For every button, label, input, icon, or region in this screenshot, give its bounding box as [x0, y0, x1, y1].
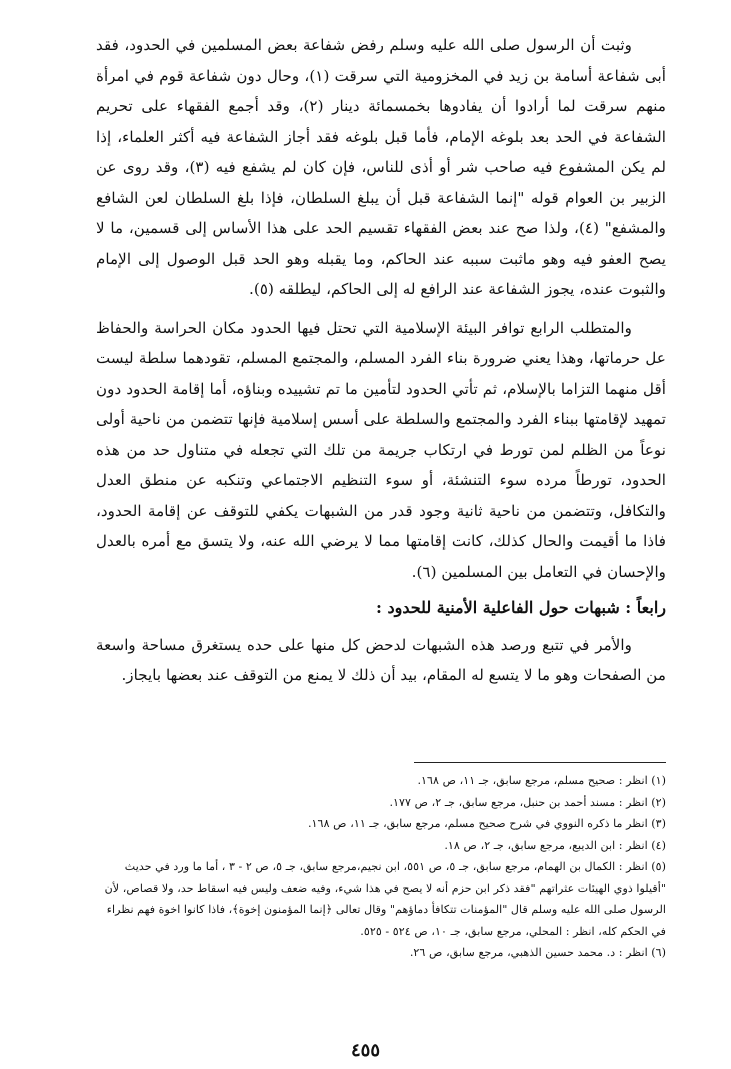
- page-number: ٤٥٥: [350, 1040, 380, 1061]
- paragraph-fourth-requirement: والمتطلب الرابع توافر البيئة الإسلامية التي تحتل فيها الحدود مكان الحراسة والحفاظ عل حرماتها، وهذا يعني ضرورة بناء الفرد المسلم، والمجتمع المسلم، تقودهما سلطة ليست أقل منهما التزاما بالإسلام، ثم تأتي الحدود لتأمين ما تم تشييده وبناؤه، أما إقامة الحدود دون تمهيد لإقامتها ببناء الفرد والمجتمع والسلطة على أسس إسلامية فإنها تتضمن من ناحية أولى نوعاً من الظلم لمن تورط في ارتكاب جريمة من تلك التي تجعله في متناول حد من هذه الحدود، تورطاً مرده سوء التنشئة، أو سوء التنظيم الاجتماعي وتنكبه عن منطق العدل والتكافل، وتتضمن من ناحية ثانية وجود قدر من الشبهات يكفي للتوقف عن إقامة الحدود، فاذا ما أقيمت والحال كذلك، كانت إقامتها مما لا يرضي الله عنه، ولا يتسق مع أمره بالعدل والإحسان في التعامل بين المسلمين (٦).: [96, 318, 666, 581]
- footnote-divider: [414, 762, 666, 763]
- main-text: [96, 30, 666, 691]
- footnote-5: (٥) انظر : الكمال بن الهمام، مرجع سابق، جـ ٥، ص ٥٥١، ابن نجيم،مرجع سابق، جـ ٥، ص ٢ - ٣ ، أما ما ورد في حديث "أقيلوا ذوي الهيئات عثراتهم "فقد ذكر ابن حزم أنه لا يصح في هذا شيء، وفيه ضعف وليس فيه اسقاط حد، ولا قصاص، لأن الرسول صلى الله عليه وسلم قال "المؤمنات تتكافأ دماؤهم" وقال تعالى ﴿إنما المؤمنون إخوة﴾، فاذا كانوا اخوة فهم نظراء في الحكم كله، انظر : المحلي، مرجع سابق، جـ ١٠، ص ٥٢٤ - ٥٢٥.: [104, 860, 666, 938]
- footnote-1: (١) انظر : صحيح مسلم، مرجع سابق، جـ ١١، ص ١٦٨.: [417, 774, 666, 787]
- paragraph-intercession: وثبت أن الرسول صلى الله عليه وسلم رفض شفاعة بعض المسلمين في الحدود، فقد أبى شفاعة أسامة بن زيد في المخزومية التي سرقت (١)، وحال دون شفاعة قوم في امرأة منهم سرقت لما أرادوا أن يفادوها بخمسمائة دينار (٢)، وقد أجمع الفقهاء على تحريم الشفاعة في الحد بعد بلوغه الإمام، فأما قبل بلوغه فقد أجاز الشفاعة فيه أكثر العلماء، إذا لم يكن المشفوع فيه صاحب شر أو أذى للناس، فإن كان لم يشفع فيه (٣)، وقد روى عن الزبير بن العوام قوله "إنما الشفاعة قبل أن يبلغ السلطان، فإذا بلغ السلطان لعن الشافع والمشفع" (٤)، ولذا صح عند بعض الفقهاء تقسيم الحد على هذا الأساس إلى قسمين، ما لا يصح العفو فيه وهو ماثبت سببه عند الحاكم، وما يقبله وهو الحد قبل الوصول إلى الإمام والثبوت عنده، يجوز الشفاعة عند الرافع له إلى الحاكم، ليطلقه (٥).: [96, 36, 666, 298]
- footnote-2: (٢) انظر : مسند أحمد بن حنبل، مرجع سابق، جـ ٢، ص ١٧٧.: [389, 795, 666, 809]
- paragraph-closing: والأمر في تتبع ورصد هذه الشبهات لدحض كل منها على حده يستغرق مساحة واسعة من الصفحات وهو ما لا يتسع له المقام، بيد أن ذلك لا يمنع من التوقف عند بعضها بايجاز.: [96, 635, 666, 684]
- section-heading: رابعاً : شبهات حول الفاعلية الأمنية للحدود :: [375, 598, 666, 617]
- footnote-3: (٣) انظر ما ذكره النووي في شرح صحيح مسلم، مرجع سابق، جـ ١١، ص ١٦٨.: [307, 817, 666, 830]
- footnote-6: (٦) انظر : د. محمد حسين الذهبي، مرجع سابق، ص ٢٦.: [409, 946, 666, 959]
- footnote-4: (٤) انظر : ابن الديبع، مرجع سابق، جـ ٢، ص ١٨.: [444, 838, 666, 852]
- footnotes: [96, 770, 666, 964]
